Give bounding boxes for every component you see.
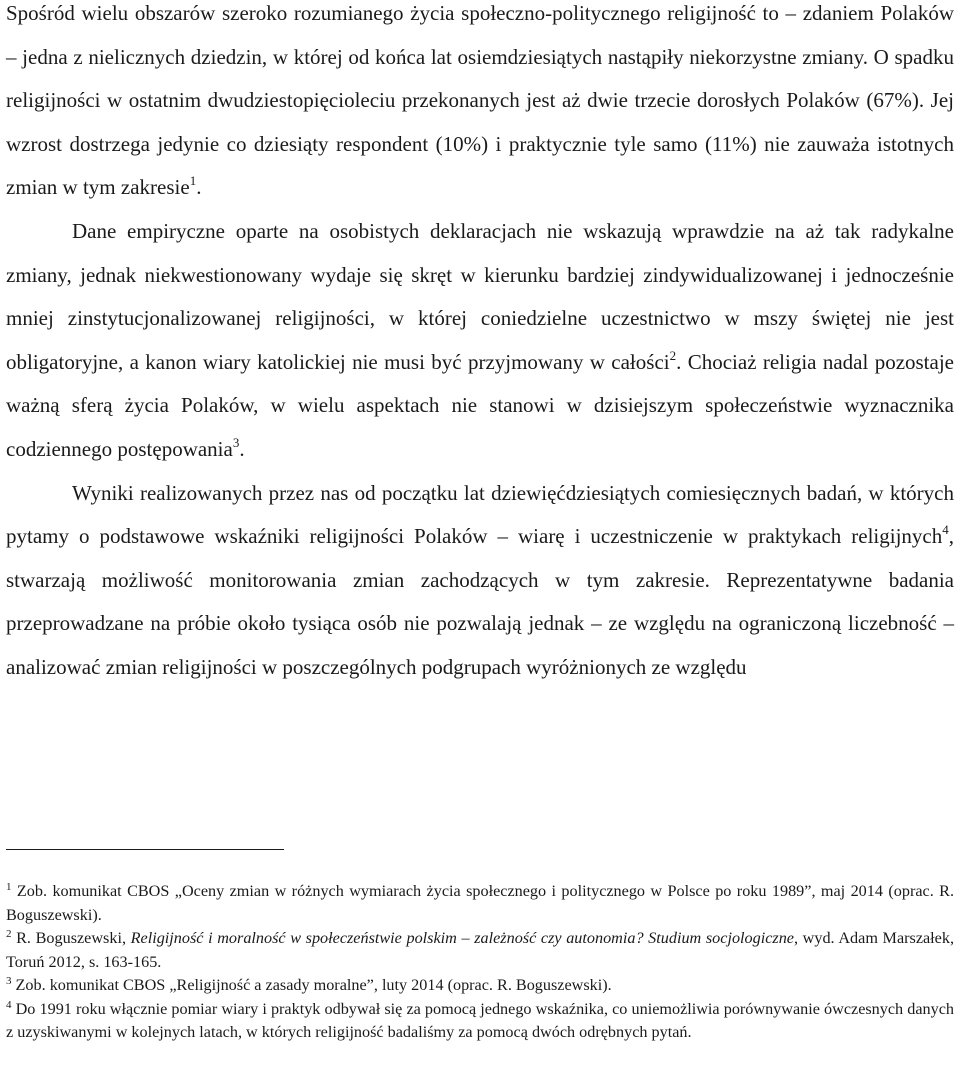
text-run: .	[196, 175, 202, 200]
paragraph	[6, 0, 954, 210]
text-run: , wyd. Adam Marszałek, Toruń 2012, s. 163-165.	[6, 929, 955, 971]
footnote-number: 2	[6, 928, 12, 940]
footnote	[6, 927, 954, 974]
italic-text: Religijność i moralność w społeczeństwie polskim – zależność czy autonomia? Studium socjologiczne	[130, 929, 794, 947]
footnote-separator	[6, 849, 284, 850]
text-run: R. Boguszewski,	[11, 929, 131, 947]
footnote	[6, 998, 954, 1045]
paragraph	[6, 472, 954, 690]
footnote-number: 3	[6, 975, 12, 987]
paragraph	[6, 210, 954, 472]
footnote-reference: 1	[189, 173, 197, 189]
footnote	[6, 880, 954, 927]
text-run: . Chociaż religia nadal pozostaje ważną sferą życia Polaków, w wielu aspektach nie stanowi w dzisiejszym społeczeństwie wyznacznika codziennego postępowania	[6, 349, 954, 461]
text-run: Do 1991 roku włącznie pomiar wiary i praktyk odbywał się za pomocą jednego wskaźnika, co uniemożliwia porównywanie ówczesnych danych z uzyskiwanymi w kolejnych latach, w których religijność badaliśmy za pomocą dwóch odrębnych pytań.	[6, 999, 954, 1041]
document-page	[6, 0, 954, 690]
text-run: .	[239, 436, 245, 461]
text-run: Zob. komunikat CBOS „Oceny zmian w różnych wymiarach życia społecznego i politycznego w Polsce po roku 1989”, maj 2014 (oprac. R. Boguszewski).	[6, 882, 954, 924]
footnote-number: 1	[6, 881, 12, 893]
footnote-reference: 4	[942, 522, 949, 538]
text-run: , stwarzają możliwość monitorowania zmian zachodzących w tym zakresie. Reprezentatywne badania przeprowadzane na próbie około tysiąca osób nie pozwalają jednak – ze względu na ograniczoną liczebność – analizować zmian religijności w poszczególnych podgrupach wyróżnionych ze względu	[6, 524, 954, 679]
body-text	[6, 0, 954, 690]
text-run: Wyniki realizowanych przez nas od początku lat dziewięćdziesiątych comiesięcznych badań, w których pytamy o podstawowe wskaźniki religijności Polaków – wiarę i uczestniczenie w praktykach religijnych	[6, 480, 954, 549]
footnote-reference: 2	[669, 347, 677, 363]
footnotes	[6, 880, 954, 1045]
footnote-number: 4	[6, 998, 12, 1011]
footnote-reference: 3	[232, 434, 240, 450]
footnote	[6, 974, 954, 998]
text-run: Spośród wielu obszarów szeroko rozumianego życia społeczno-politycznego religijność to – zdaniem Polaków – jedna z nielicznych dziedzin, w której od końca lat osiemdziesiątych nastąpiły niekorzystne zmiany. O spadku religijności w ostatnim dwudziestopięcioleciu przekonanych jest aż dwie trzecie dorosłych Polaków (67%). Jej wzrost dostrzega jedynie co dziesiąty respondent (10%) i praktycznie tyle samo (11%) nie zauważa istotnych zmian w tym zakresie	[6, 1, 954, 200]
text-run: Dane empiryczne oparte na osobistych deklaracjach nie wskazują wprawdzie na aż tak radykalne zmiany, jednak niekwestionowany wydaje się skręt w kierunku bardziej zindywidualizowanej i jednocześnie mniej zinstytucjonalizowanej religijności, w której coniedzielne uczestnictwo w mszy świętej nie jest obligatoryjne, a kanon wiary katolickiej nie musi być przyjmowany w całości	[6, 218, 954, 374]
text-run: Zob. komunikat CBOS „Religijność a zasady moralne”, luty 2014 (oprac. R. Boguszewski).	[11, 976, 612, 994]
